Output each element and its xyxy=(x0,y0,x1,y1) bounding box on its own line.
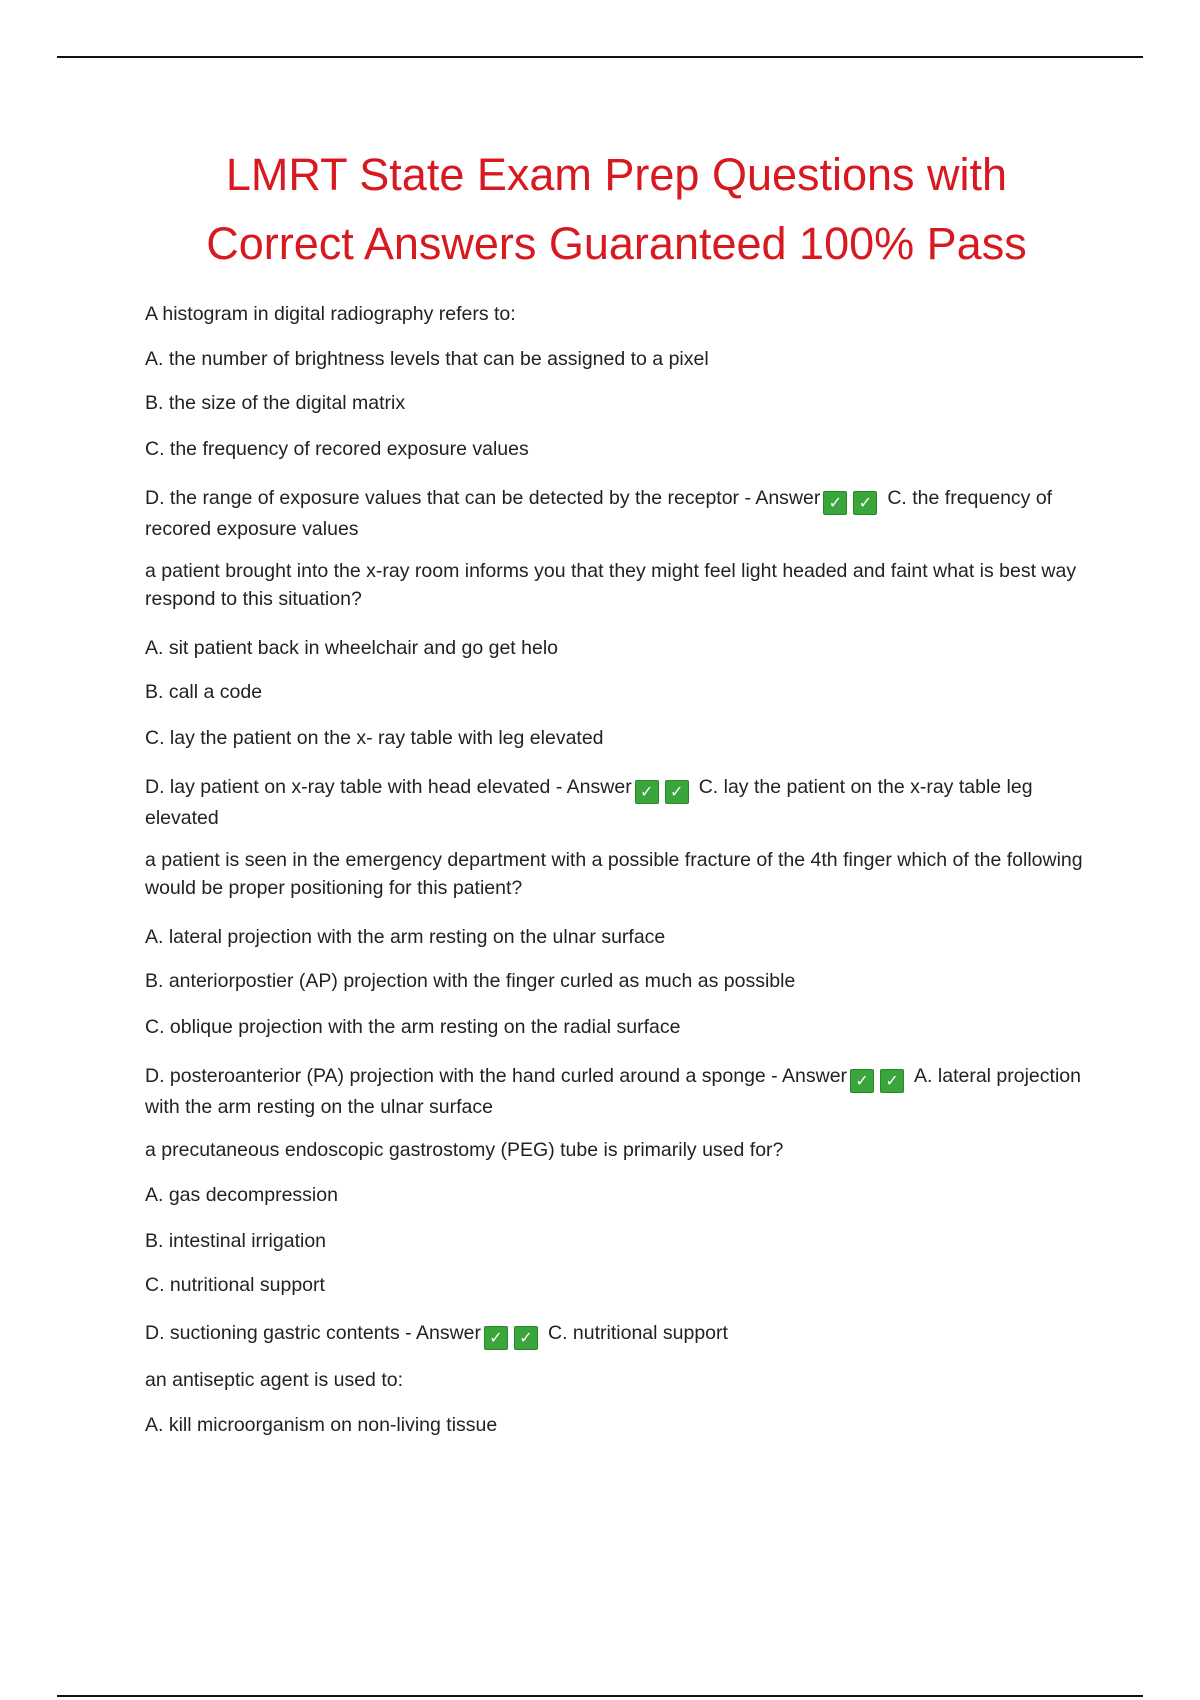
option-c: C. nutritional support xyxy=(145,1274,325,1296)
question-text: a patient is seen in the emergency department with a possible fracture of the 4th finger which of the following would be proper positioning for this patient? xyxy=(145,849,1083,899)
bottom-rule xyxy=(57,1695,1143,1697)
option-b: B. the size of the digital matrix xyxy=(145,392,406,414)
check-icon: ✓ xyxy=(514,1326,538,1350)
correct-answer: A. lateral projection with the arm resting on the ulnar surface xyxy=(145,1065,1081,1118)
option-a: A. kill microorganism on non-living tissue xyxy=(145,1414,498,1436)
check-icon: ✓ xyxy=(850,1069,874,1093)
answer-label: Answer xyxy=(782,1065,848,1087)
option-d: D. posteroanterior (PA) projection with the hand curled around a sponge - xyxy=(145,1065,783,1087)
option-a: A. gas decompression xyxy=(145,1184,338,1206)
check-icon: ✓ xyxy=(635,780,659,804)
option-b: B. anteriorpostier (AP) projection with the finger curled as much as possible xyxy=(145,970,796,992)
answer-label: Answer xyxy=(755,487,821,509)
option-d: D. lay patient on x-ray table with head elevated - xyxy=(145,776,567,798)
option-d-with-answer xyxy=(145,484,1095,543)
option-a: A. the number of brightness levels that can be assigned to a pixel xyxy=(145,348,709,370)
title-line-2: Correct Answers Guaranteed 100% Pass xyxy=(206,218,1027,269)
option-b: B. call a code xyxy=(145,681,263,703)
option-c: C. lay the patient on the x- ray table with leg elevated xyxy=(145,727,604,749)
check-icon: ✓ xyxy=(880,1069,904,1093)
option-c: C. the frequency of recored exposure values xyxy=(145,438,529,460)
question-text: a patient brought into the x-ray room informs you that they might feel light headed and faint what is best way respond to this situation? xyxy=(145,560,1077,610)
question-text: A histogram in digital radiography refers to: xyxy=(145,303,516,325)
option-a: A. lateral projection with the arm resting on the ulnar surface xyxy=(145,926,666,948)
correct-answer: C. nutritional support xyxy=(548,1322,728,1344)
option-a: A. sit patient back in wheelchair and go get helo xyxy=(145,637,559,659)
answer-label: Answer xyxy=(415,1322,481,1344)
option-b: B. intestinal irrigation xyxy=(145,1230,327,1252)
check-icon: ✓ xyxy=(665,780,689,804)
document-title xyxy=(100,140,1133,278)
correct-answer: C. lay the patient on the x-ray table leg elevated xyxy=(145,776,1033,829)
question-text: a precutaneous endoscopic gastrostomy (PEG) tube is primarily used for? xyxy=(145,1139,784,1161)
option-d-with-answer xyxy=(145,1319,1095,1350)
option-d: D. suctioning gastric contents - xyxy=(145,1322,416,1344)
option-d: D. the range of exposure values that can be detected by the receptor - xyxy=(145,487,756,509)
option-d-with-answer xyxy=(145,1062,1095,1121)
top-rule xyxy=(57,56,1143,58)
check-icon: ✓ xyxy=(484,1326,508,1350)
option-d-with-answer xyxy=(145,773,1095,832)
title-line-1: LMRT State Exam Prep Questions with xyxy=(225,149,1008,200)
question-text: an antiseptic agent is used to: xyxy=(145,1369,404,1391)
answer-label: Answer xyxy=(566,776,632,798)
check-icon: ✓ xyxy=(823,491,847,515)
check-icon: ✓ xyxy=(853,491,877,515)
correct-answer: C. the frequency of recored exposure values xyxy=(145,487,1053,540)
option-c: C. oblique projection with the arm resting on the radial surface xyxy=(145,1016,681,1038)
